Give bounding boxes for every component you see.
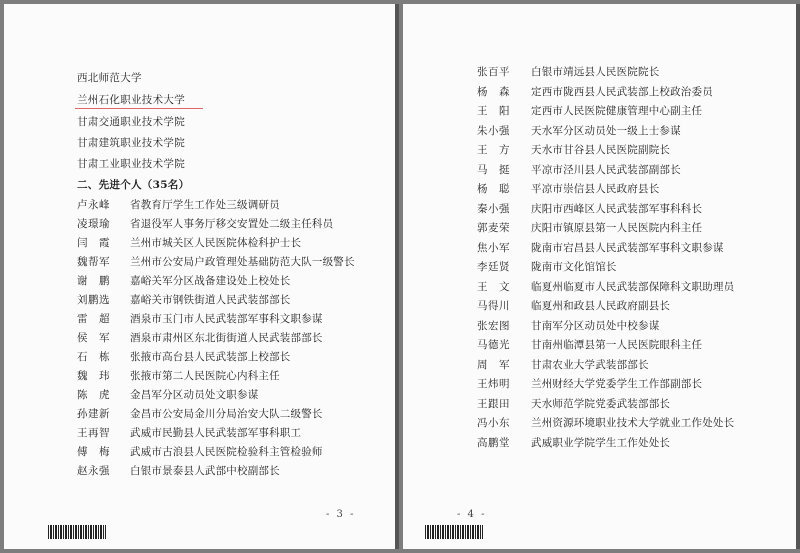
- institution-line: 甘肃建筑职业技术学院: [77, 137, 185, 149]
- person-name: 刘鹏选: [77, 294, 110, 306]
- person-name: 卢永峰: [77, 199, 110, 211]
- person-title: 张掖市高台县人民武装部上校部长: [130, 351, 291, 363]
- person-name: 杨 森: [477, 86, 510, 98]
- person-title: 兰州资源环境职业技术大学就业工作处处长: [531, 417, 735, 429]
- person-title: 武威市民勤县人民武装部军事科职工: [130, 427, 302, 439]
- person-name: 秦小强: [477, 203, 510, 215]
- person-title: 白银市景泰县人武部中校副部长: [130, 465, 280, 477]
- person-name: 杨 聪: [477, 183, 510, 195]
- person-title: 省退役军人事务厅移交安置处二级主任科员: [130, 218, 334, 230]
- person-title: 平凉市泾川县人民武装部副部长: [531, 164, 681, 176]
- institution-line: 西北师范大学: [77, 72, 142, 84]
- person-name: 张宏图: [477, 320, 510, 332]
- person-title: 嘉峪关军分区战备建设处上校处长: [130, 275, 291, 287]
- institution-line: 甘肃工业职业技术学院: [77, 158, 185, 170]
- person-name: 赵永强: [77, 465, 110, 477]
- person-title: 白银市靖远县人民医院院长: [531, 66, 660, 78]
- institution-line: 兰州石化职业技术大学: [77, 94, 185, 106]
- person-name: 郭麦荣: [477, 222, 510, 234]
- person-title: 平凉市崇信县人民政府县长: [531, 183, 660, 195]
- page-number: - 4 -: [457, 509, 487, 520]
- person-name: 马德光: [477, 339, 510, 351]
- person-title: 张掖市第二人民医院心内科主任: [130, 370, 280, 382]
- person-name: 石 栋: [77, 351, 110, 363]
- person-title: 酒泉市玉门市人民武装部军事科文职参谋: [130, 313, 323, 325]
- person-title: 临夏州临夏市人民武装部保障科文职助理员: [531, 281, 735, 293]
- person-title: 武威职业学院学生工作处处长: [531, 437, 671, 449]
- person-name: 凌璟瑜: [77, 218, 110, 230]
- barcode: [48, 525, 106, 539]
- person-name: 朱小强: [477, 125, 510, 137]
- person-name: 王炜明: [477, 378, 510, 390]
- person-title: 天水市甘谷县人民医院副院长: [531, 144, 671, 156]
- person-name: 高鹏堂: [477, 437, 510, 449]
- person-title: 庆阳市镇原县第一人民医院内科主任: [531, 222, 703, 234]
- person-title: 金昌市公安局金川分局治安大队二级警长: [130, 408, 323, 420]
- person-title: 酒泉市肃州区东北街街道人民武装部部长: [130, 332, 323, 344]
- person-name: 马 挺: [477, 164, 510, 176]
- person-title: 甘南军分区动员处中校参谋: [531, 320, 660, 332]
- person-title: 临夏州和政县人民政府副县长: [531, 300, 671, 312]
- left-page: [4, 4, 395, 549]
- person-title: 武威市古浪县人民医院检验科主管检验师: [130, 446, 323, 458]
- person-title: 省教育厅学生工作处三级调研员: [130, 199, 280, 211]
- person-name: 陈 虎: [77, 389, 110, 401]
- red-underline: [75, 108, 203, 109]
- person-title: 兰州市城关区人民医院体检科护士长: [130, 237, 302, 249]
- person-title: 陇南市宕昌县人民武装部军事科文职参谋: [531, 242, 724, 254]
- person-name: 谢 鹏: [77, 275, 110, 287]
- person-title: 兰州市公安局户政管理处基础防范大队一级警长: [130, 256, 355, 268]
- person-name: 魏帮军: [77, 256, 110, 268]
- person-name: 周 军: [477, 359, 510, 371]
- person-name: 雷 超: [77, 313, 110, 325]
- person-name: 王再智: [77, 427, 110, 439]
- person-name: 李廷贤: [477, 261, 510, 273]
- person-title: 甘肃农业大学武装部部长: [531, 359, 649, 371]
- person-title: 天水军分区动员处一级上士参谋: [531, 125, 681, 137]
- person-name: 闫 霞: [77, 237, 110, 249]
- person-name: 冯小东: [477, 417, 510, 429]
- person-title: 天水师范学院党委武装部部长: [531, 398, 671, 410]
- person-title: 定西市人民医院健康管理中心副主任: [531, 105, 703, 117]
- person-name: 王跟田: [477, 398, 510, 410]
- institution-line: 甘肃交通职业技术学院: [77, 116, 185, 128]
- page-number: - 3 -: [326, 509, 356, 520]
- person-name: 张百平: [477, 66, 510, 78]
- person-title: 陇南市文化馆馆长: [531, 261, 617, 273]
- person-name: 孙建新: [77, 408, 110, 420]
- person-name: 傅 梅: [77, 446, 110, 458]
- section-heading: 二、先进个人（35名）: [77, 179, 190, 191]
- person-title: 金昌军分区动员处文职参谋: [130, 389, 259, 401]
- person-title: 定西市陇西县人民武装部上校政治委员: [531, 86, 713, 98]
- person-name: 王 方: [477, 144, 510, 156]
- right-page: [403, 4, 796, 549]
- person-title: 兰州财经大学党委学生工作部副部长: [531, 378, 703, 390]
- person-name: 侯 军: [77, 332, 110, 344]
- person-title: 嘉峪关市钢铁街道人民武装部部长: [130, 294, 291, 306]
- person-name: 马得川: [477, 300, 510, 312]
- person-name: 王 阳: [477, 105, 510, 117]
- person-name: 魏 玮: [77, 370, 110, 382]
- person-title: 甘南州临潭县第一人民医院眼科主任: [531, 339, 703, 351]
- person-name: 焦小军: [477, 242, 510, 254]
- barcode: [425, 525, 483, 539]
- person-title: 庆阳市西峰区人民武装部军事科科长: [531, 203, 703, 215]
- person-name: 王 文: [477, 281, 510, 293]
